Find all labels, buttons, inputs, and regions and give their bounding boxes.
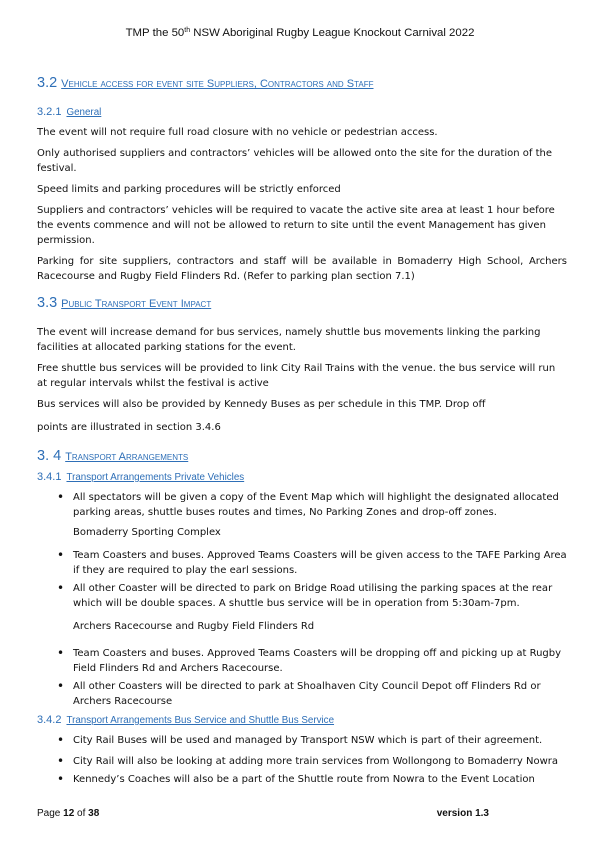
paragraph: points are illustrated in section 3.4.6 [37, 422, 221, 433]
page-footer [37, 808, 489, 819]
bullet-list [37, 646, 567, 709]
page-word: Page [37, 808, 61, 819]
page-content [37, 74, 567, 791]
list-item: • All other Coasters will be directed to park at Shoalhaven City Council Depot off Flinders Rd or Archers Racecourse [37, 679, 567, 709]
paragraph: Parking for site suppliers, contractors and staff will be available in Bomaderry High School, Archers Racecourse and Rugby Field Flinders Rd. (Refer to parking plan section 7.1) [37, 256, 567, 282]
running-header [0, 27, 600, 39]
list-item: • Team Coasters and buses. Approved Teams Coasters will be dropping off and picking up at Rugby Field Flinders Rd and Archers Racecourse. [37, 646, 567, 676]
page-number [37, 808, 99, 819]
section-title: Vehicle access for event site Suppliers, Contractors and Staff [61, 78, 374, 90]
subsection-heading-3-2-1 [37, 105, 567, 120]
bullet-list [37, 490, 567, 520]
paragraph: The event will increase demand for bus services, namely shuttle bus movements linking the parking facilities at allocated parking stations for the event. [37, 327, 541, 353]
section-title: Transport Arrangements [65, 451, 189, 463]
paragraph: Suppliers and contractors’ vehicles will be required to vacate the active site area at least 1 hour before the events commence and will not be allowed to return to site until the event Management has given permission. [37, 205, 555, 246]
of-word: of [77, 808, 86, 819]
list-item: • All other Coaster will be directed to park on Bridge Road utilising the parking spaces at the rear which will be double spaces. A shuttle bus service will be in operation from 5:30am-7pm. [37, 581, 567, 611]
paragraph: Speed limits and parking procedures will be strictly enforced [37, 184, 341, 195]
subsection-title: Transport Arrangements Private Vehicles [66, 472, 245, 483]
section-heading-3-4 [37, 447, 567, 466]
header-title-superscript: th [184, 27, 191, 34]
bullet-list [37, 754, 567, 787]
section-heading-3-2 [37, 74, 567, 93]
venue-label: Bomaderry Sporting Complex [73, 527, 221, 538]
section-number: 3. 4 [37, 448, 62, 464]
list-item: • Kennedy’s Coaches will also be a part of the Shuttle route from Nowra to the Event Location [37, 772, 567, 787]
list-item: • All spectators will be given a copy of the Event Map which will highlight the designated allocated parking areas, shuttle buses routes and times, No Parking Zones and drop-off zones. [37, 490, 567, 520]
subsection-number: 3.4.2 [37, 714, 62, 726]
total-pages: 38 [88, 808, 100, 819]
header-title-start: TMP the 50 [125, 27, 185, 39]
subsection-heading-3-4-2 [37, 713, 567, 728]
subsection-title: Transport Arrangements Bus Service and Shuttle Bus Service [66, 715, 335, 726]
section-heading-3-3 [37, 294, 567, 313]
header-title-end: NSW Aboriginal Rugby League Knockout Carnival 2022 [190, 27, 475, 39]
version-label: version 1.3 [436, 808, 489, 819]
subsection-number: 3.2.1 [37, 106, 62, 118]
list-item: • Team Coasters and buses. Approved Teams Coasters will be given access to the TAFE Parking Area if they are required to play the earl sessions. [37, 548, 567, 578]
paragraph: Bus services will also be provided by Kennedy Buses as per schedule in this TMP. Drop off [37, 399, 486, 410]
subsection-heading-3-4-1 [37, 470, 567, 485]
current-page: 12 [63, 808, 75, 819]
list-item: • City Rail will also be looking at adding more train services from Wollongong to Bomaderry Nowra [37, 754, 567, 769]
list-item: • City Rail Buses will be used and managed by Transport NSW which is part of their agreement. [37, 733, 567, 748]
paragraph: Only authorised suppliers and contractors’ vehicles will be allowed onto the site for the duration of the festival. [37, 148, 553, 174]
section-title: Public Transport Event Impact [61, 298, 212, 310]
venue-label: Archers Racecourse and Rugby Field Flinders Rd [73, 621, 315, 632]
bullet-list [37, 733, 567, 748]
paragraph: The event will not require full road closure with no vehicle or pedestrian access. [37, 127, 438, 138]
subsection-number: 3.4.1 [37, 471, 62, 483]
bullet-list [37, 548, 567, 611]
section-number: 3.2 [37, 75, 58, 91]
paragraph: Free shuttle bus services will be provided to link City Rail Trains with the venue. the bus service will run at regular intervals whilst the festival is active [37, 363, 556, 389]
section-number: 3.3 [37, 295, 58, 311]
subsection-title: General [66, 107, 102, 118]
